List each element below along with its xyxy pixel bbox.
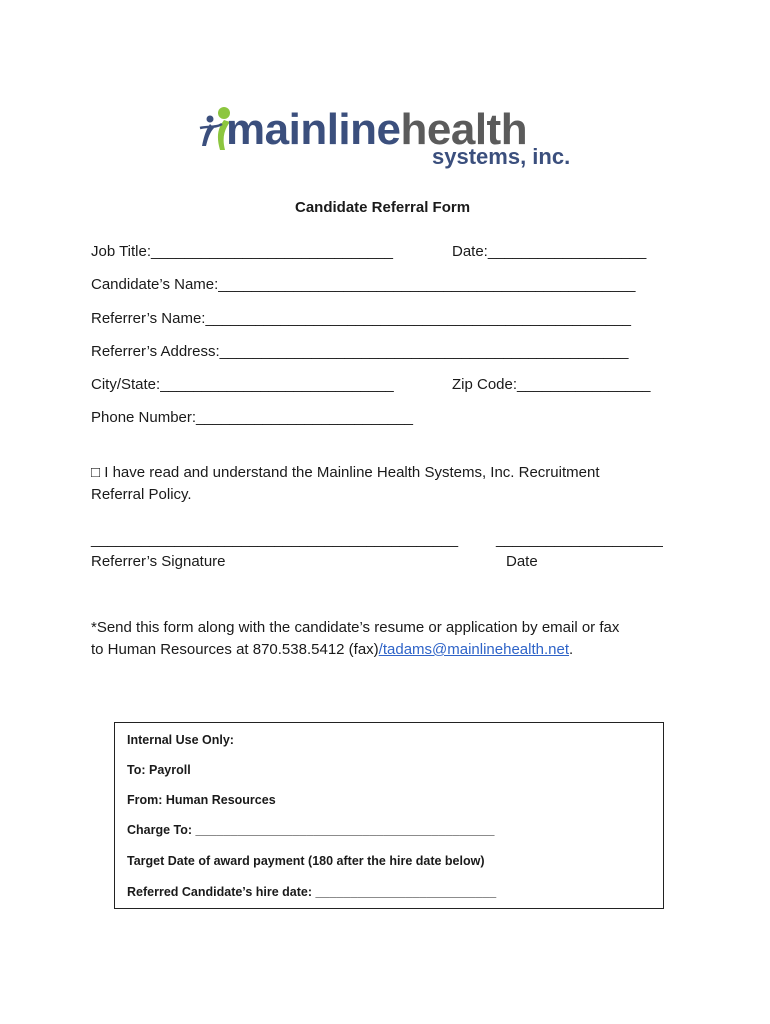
company-logo [196,104,576,176]
instructions-line1: *Send this form along with the candidate’s resume or application by email or fax [91,619,620,636]
internal-use-box [114,722,664,909]
signature-line[interactable]: ____________________________________________ [91,531,459,548]
instructions-line2 [91,641,573,658]
internal-hire-date[interactable]: Referred Candidate’s hire date: __________________________ [127,885,497,899]
hr-email-link[interactable]: /tadams@mainlinehealth.net [378,641,570,658]
instructions-fax-text: to Human Resources at 870.538.5412 (fax) [91,641,379,658]
signature-date-label: Date [506,553,538,570]
phone-number-field[interactable]: Phone Number:__________________________ [91,409,413,426]
instructions-period: . [569,641,574,658]
internal-target-date: Target Date of award payment (180 after the hire date below) [127,854,485,868]
job-title-field[interactable]: Job Title:_____________________________ [91,243,393,260]
signature-date-line[interactable]: ____________________ [496,531,663,548]
internal-use-heading: Internal Use Only: [127,733,234,747]
logo-subtitle: systems, inc. [432,144,571,169]
referrer-name-field[interactable]: Referrer’s Name:___________________________________________________ [91,310,631,327]
candidate-name-field[interactable]: Candidate’s Name:__________________________________________________ [91,276,636,293]
referrer-address-field[interactable]: Referrer’s Address:_________________________________________________ [91,343,629,360]
policy-text-continued: Referral Policy. [91,486,192,503]
policy-checkbox-text[interactable]: □ I have read and understand the Mainline Health Systems, Inc. Recruitment [91,464,600,481]
form-title: Candidate Referral Form [295,199,471,216]
internal-charge-to[interactable]: Charge To: ___________________________________________ [127,823,495,837]
date-field[interactable]: Date:___________________ [452,243,647,260]
city-state-field[interactable]: City/State:____________________________ [91,376,394,393]
signature-label: Referrer’s Signature [91,553,226,570]
internal-to: To: Payroll [127,763,191,777]
zip-code-field[interactable]: Zip Code:________________ [452,376,651,393]
logo-wordmark-health: health [400,105,528,154]
internal-from: From: Human Resources [127,793,276,807]
logo-wordmark-mainline: mainline [226,105,401,154]
